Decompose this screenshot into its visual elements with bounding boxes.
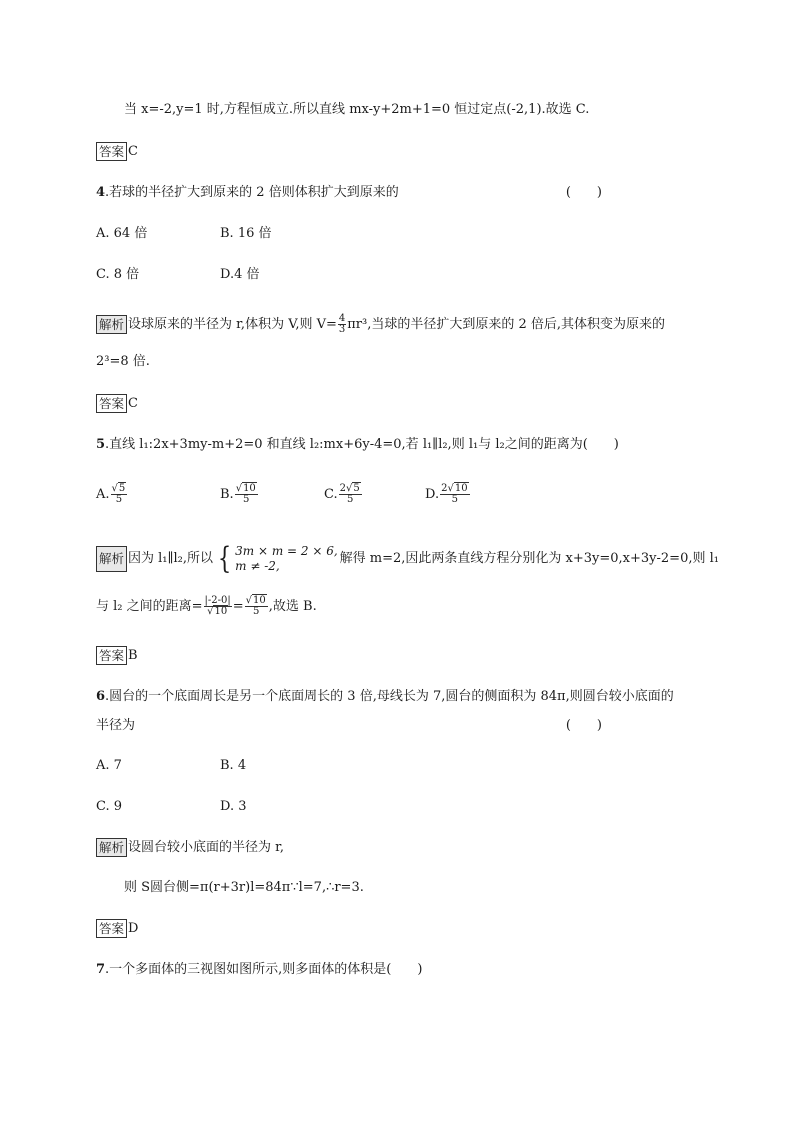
brace-symbol: { bbox=[217, 541, 232, 576]
analysis-tag: 解析 bbox=[96, 546, 127, 572]
answer-value: C bbox=[128, 396, 138, 411]
option-d: D. $\frac{2√10}{5}$ bbox=[425, 483, 468, 505]
option-c: C. 8 倍 bbox=[96, 267, 140, 282]
question-4-answer bbox=[96, 394, 698, 414]
option-c: C. $\frac{2√5}{5}$ bbox=[324, 483, 360, 505]
answer-paren: ( ) bbox=[565, 718, 602, 733]
question-6-stem-line-2: 半径为 ( ) bbox=[96, 716, 698, 736]
answer-tag: 答案 bbox=[96, 394, 127, 413]
analysis-tag: 解析 bbox=[96, 838, 127, 857]
question-5-analysis: 解析 因为 l₁∥l₂,所以 { 3m × m = 2 × 6, m ≠ -2, 解得 m=2,因此两条直线方程分别化为 x+3y=0,x+3y-2=0,则 l₁ bbox=[96, 544, 698, 574]
fraction: $\frac{4}{3}$ bbox=[338, 313, 346, 335]
question-6-formula: 则 S圆台侧=π(r+3r)l=84π∵l=7,∴r=3. bbox=[124, 880, 364, 895]
option-a: A. 64 倍 bbox=[96, 226, 148, 241]
question-4-analysis-line-2: 2³=8 倍. bbox=[96, 354, 150, 369]
option-c: C. 9 bbox=[96, 799, 123, 814]
option-b: B. 16 倍 bbox=[220, 226, 272, 241]
question-6-stem bbox=[96, 687, 698, 707]
question-6-answer bbox=[96, 919, 698, 939]
analysis-tag: 解析 bbox=[96, 315, 127, 334]
answer-tag: 答案 bbox=[96, 142, 127, 161]
question-text: .圆台的一个底面周长是另一个底面周长的 3 倍,母线长为 7,圆台的侧面积为 84π,则圆台较小底面的 bbox=[105, 689, 674, 704]
question-number: 6 bbox=[96, 689, 106, 704]
answer-value: C bbox=[128, 144, 138, 159]
question-number: 5 bbox=[96, 437, 106, 452]
option-d: D.4 倍 bbox=[220, 267, 260, 282]
option-a: A. $\frac{√5}{5}$ bbox=[96, 483, 126, 505]
question-text: .若球的半径扩大到原来的 2 倍则体积扩大到原来的 bbox=[105, 185, 399, 200]
answer-value: D bbox=[128, 921, 139, 936]
question-4-stem bbox=[96, 183, 698, 203]
option-b: B. $\frac{√10}{5}$ bbox=[220, 483, 256, 505]
option-d: D. 3 bbox=[220, 799, 247, 814]
question-6-analysis: 解析 设圆台较小底面的半径为 r, bbox=[96, 838, 698, 858]
question-5-answer bbox=[96, 646, 698, 666]
answer-tag: 答案 bbox=[96, 919, 127, 938]
prev-analysis-line: 当 x=-2,y=1 时,方程恒成立.所以直线 mx-y+2m+1=0 恒过定点(-2,1).故选 C. bbox=[124, 102, 590, 117]
option-b: B. 4 bbox=[220, 758, 247, 773]
question-text: .直线 l₁:2x+3my-m+2=0 和直线 l₂:mx+6y-4=0,若 l₁∥l₂,则 l₁与 l₂之间的距离为( ) bbox=[105, 437, 619, 452]
answer-value: B bbox=[128, 648, 138, 663]
question-7-stem bbox=[96, 960, 698, 980]
fraction: $\frac{|-2-0|}{√10}$ bbox=[204, 595, 231, 617]
answer-tag: 答案 bbox=[96, 646, 127, 665]
question-text: .一个多面体的三视图如图所示,则多面体的体积是( ) bbox=[105, 962, 423, 977]
prev-answer-row bbox=[96, 142, 698, 162]
question-number: 7 bbox=[96, 962, 106, 977]
option-a: A. 7 bbox=[96, 758, 122, 773]
answer-paren: ( ) bbox=[565, 185, 602, 200]
question-5-stem bbox=[96, 435, 698, 455]
question-4-analysis: 解析 设球原来的半径为 r,体积为 V,则 V= $\frac{4}{3}$ πr³,当球的半径扩大到原来的 2 倍后,其体积变为原来的 bbox=[96, 314, 698, 335]
fraction: $\frac{√10}{5}$ bbox=[245, 595, 266, 617]
question-number: 4 bbox=[96, 185, 106, 200]
question-5-options bbox=[96, 484, 698, 510]
equation-system: { 3m × m = 2 × 6, m ≠ -2, bbox=[217, 541, 338, 576]
question-5-analysis-line-2: 与 l₂ 之间的距离= $\frac{|-2-0|}{√10}$ = $\frac{√10}{5}$ ,故选 B. bbox=[96, 595, 317, 617]
